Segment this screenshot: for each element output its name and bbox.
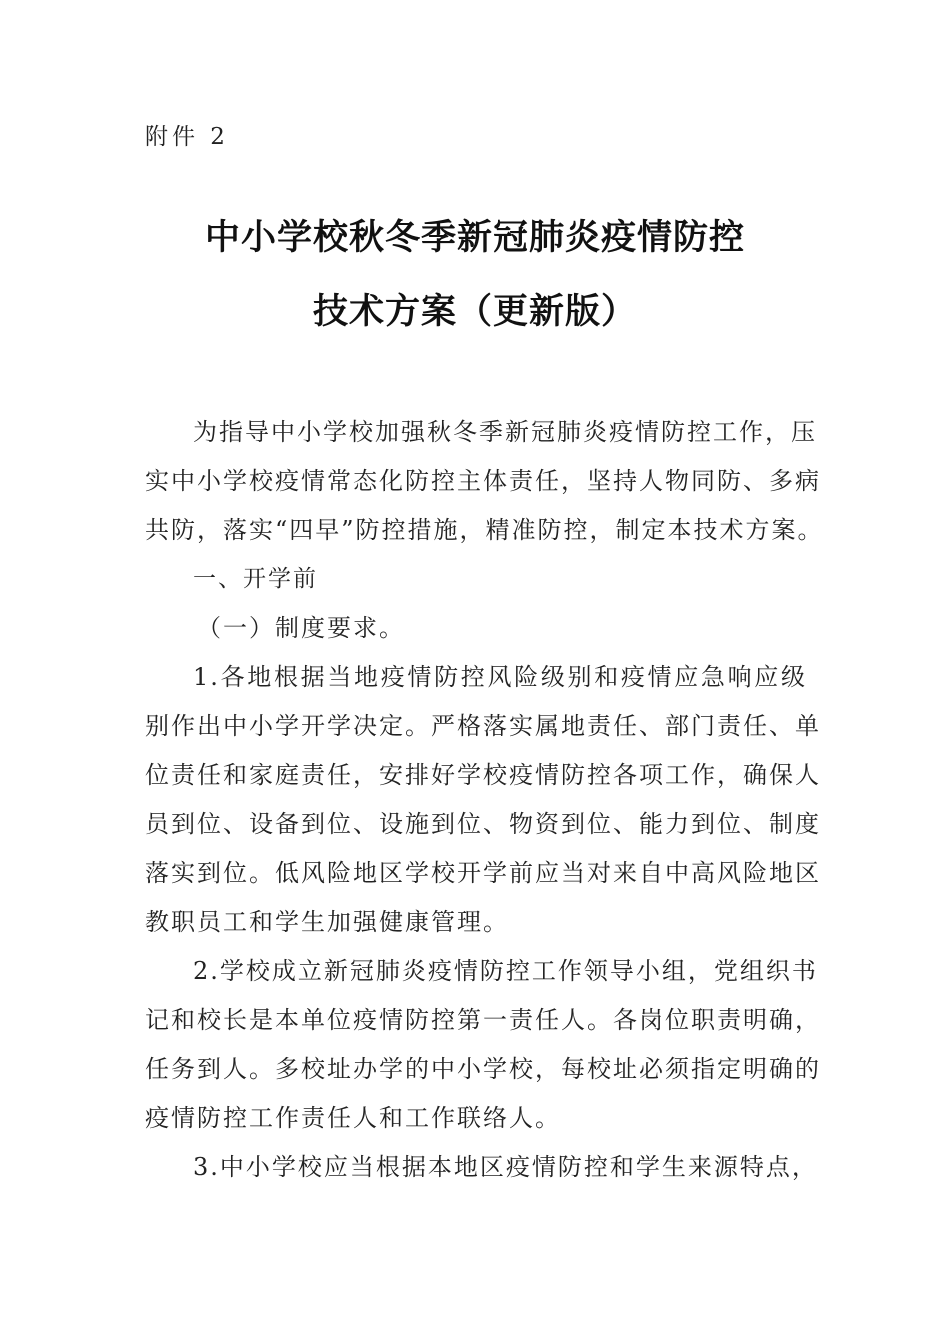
item-1-line: 落实到位。低风险地区学校开学前应当对来自中高风险地区 (145, 859, 821, 887)
item-3-paragraph (145, 1143, 818, 1192)
item-2-paragraph (145, 947, 821, 1143)
item-1-line: 员到位、设备到位、设施到位、物资到位、能力到位、制度 (145, 810, 821, 838)
item-2-line: 记和校长是本单位疫情防控第一责任人。各岗位职责明确， (145, 1006, 821, 1034)
section-heading: 一、开学前 (193, 566, 318, 592)
item-3-line: 3.中小学校应当根据本地区疫情防控和学生来源特点， (193, 1153, 818, 1181)
item-1-line: 别作出中小学开学决定。严格落实属地责任、部门责任、单 (145, 712, 821, 740)
intro-line: 共防，落实“四早”防控措施，精准防控，制定本技术方案。 (145, 516, 824, 544)
annex-label: 附件 2 (145, 124, 229, 150)
item-2-line: 疫情防控工作责任人和工作联络人。 (145, 1104, 561, 1132)
intro-paragraph (145, 408, 824, 555)
item-1-paragraph (145, 653, 821, 947)
document-title-line-1: 中小学校秋冬季新冠肺炎疫情防控 (204, 218, 745, 258)
subsection-heading: （一）制度要求。 (197, 614, 405, 642)
document-title-line-2: 技术方案（更新版） (312, 292, 637, 332)
item-1-line: 教职员工和学生加强健康管理。 (145, 908, 509, 936)
document-body (145, 408, 824, 1192)
intro-line: 实中小学校疫情常态化防控主体责任，坚持人物同防、多病 (145, 467, 821, 495)
item-2-line: 任务到人。多校址办学的中小学校，每校址必须指定明确的 (145, 1055, 821, 1083)
item-1-line: 1.各地根据当地疫情防控风险级别和疫情应急响应级 (193, 663, 807, 691)
intro-line: 为指导中小学校加强秋冬季新冠肺炎疫情防控工作，压 (193, 418, 817, 446)
item-1-line: 位责任和家庭责任，安排好学校疫情防控各项工作，确保人 (145, 761, 821, 789)
item-2-line: 2.学校成立新冠肺炎疫情防控工作领导小组，党组织书 (193, 957, 818, 985)
